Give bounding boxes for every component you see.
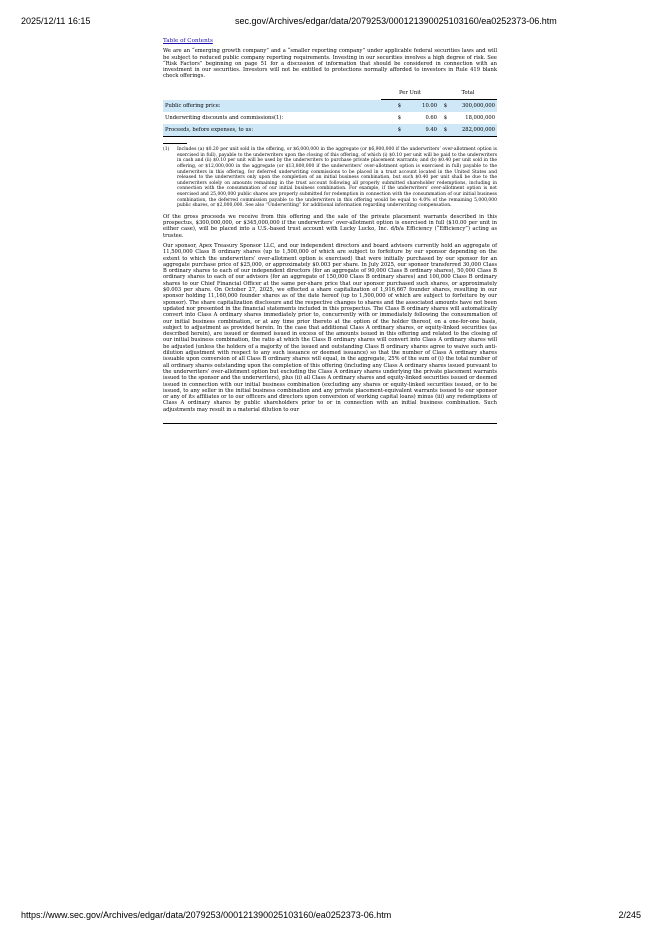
offering-table-header bbox=[163, 88, 497, 100]
page-end-divider bbox=[163, 423, 497, 424]
row-label: Proceeds, before expenses, to us: bbox=[163, 124, 381, 137]
total-value: 300,000,000 bbox=[449, 100, 497, 113]
print-header-url: sec.gov/Archives/edgar/data/2079253/000121390025103160/ea0252373-06.htm bbox=[235, 16, 557, 26]
currency-symbol: $ bbox=[439, 124, 449, 137]
row-label bbox=[163, 112, 381, 124]
offering-table bbox=[163, 88, 497, 138]
table-row-public-offering-price bbox=[163, 100, 497, 113]
print-datetime: 2025/12/11 16:15 bbox=[21, 16, 91, 26]
row-label-text: Underwriting discounts and commissions(1): bbox=[165, 115, 284, 122]
footnote-1 bbox=[163, 147, 497, 209]
trust-account-paragraph: Of the gross proceeds we receive from this offering and the sale of the private placement warrants described in this prospectus, $300,000,000, or $345,000,000 if the underwriters’ over-allotment option is exercised in full ($10.00 per unit in either case), will be placed into a U.S.-based trust account with Lucky Lucko, Inc. d/b/a Efficiency (“Efficiency”) acting as trustee. bbox=[163, 213, 497, 239]
print-page-number: 2/245 bbox=[618, 910, 641, 920]
table-of-contents-link[interactable]: Table of Contents bbox=[163, 38, 213, 44]
currency-symbol: $ bbox=[381, 124, 403, 137]
total-value: 18,000,000 bbox=[465, 115, 495, 122]
col-header-total: Total bbox=[439, 88, 497, 100]
currency-symbol: $ bbox=[397, 115, 401, 122]
currency-symbol: $ bbox=[381, 100, 403, 113]
row-label: Public offering price: bbox=[163, 100, 381, 113]
col-header-per-unit: Per Unit bbox=[381, 88, 439, 100]
table-spacer bbox=[163, 88, 381, 100]
sponsor-paragraph: Our sponsor, Apex Treasury Sponsor LLC, and our independent directors and board advisors currently hold an aggregate of 11,500,000 Class B ordinary shares (up to 1,500,000 of which are subject to forfeiture by our sponsor depending on the extent to which the underwriters’ over-allotment option is exercised) that were initially purchased by our sponsor for an aggregate purchase price of $25,000, or approximately $0.003 per share. In July 2025, our sponsor transferred 30,000 Class B ordinary shares to each of our independent directors (for an aggregate of 90,000 Class B ordinary shares), 50,000 Class B ordinary shares to each of our advisors (for an aggregate of 150,000 Class B ordinary shares) and 100,000 Class B ordinary shares to our Chief Financial Officer at the same per-share price that our sponsor purchased such shares, or approximately $0.003 per share. On October 27, 2025, we effected a share capitalization of 1,916,667 founder shares, resulting in our sponsor holding 11,160,000 founder shares as of the date hereof (up to 1,500,000 of which are subject to forfeiture by our sponsor). The share capitalization disclosure and the respective changes to shares and the associated amounts have not been updated nor presented in the financial statements included in this prospectus. The Class B ordinary shares will automatically convert into Class A ordinary shares immediately prior to, concurrently with or immediately following the consummation of our initial business combination, or at any time prior thereto at the option of the holder thereof, on a one-for-one basis, subject to adjustment as provided herein. In the case that additional Class A ordinary shares, or equity-linked securities (as described herein), are issued or deemed issued in excess of the amounts issued in this offering and related to the closing of our initial business combination, the ratio at which the Class B ordinary shares will convert into Class A ordinary shares will be adjusted (unless the holders of a majority of the issued and outstanding Class B ordinary shares agree to waive such anti-dilution adjustment with respect to any such issuance or deemed issuance) so that the number of Class A ordinary shares issuable upon conversion of all Class B ordinary shares will equal, in the aggregate, 25% of the sum of (i) the total number of all ordinary shares outstanding upon the completion of this offering (including any Class A ordinary shares issued pursuant to the underwriters’ over-allotment option but excluding the Class A ordinary shares underlying the private placement warrants issued to the sponsor and the underwriters), plus (ii) all Class A ordinary shares and equity-linked securities issued or deemed issued in connection with our initial business combination (excluding any shares or equity-linked securities issued, or to be issued, to any seller in the initial business combination and any private placement-equivalent warrants issued to our sponsor or any of its affiliates or to our officers and directors upon conversion of working capital loans) minus (iii) any redemptions of Class A ordinary shares by public shareholders prior to or in connection with an initial business combination. Such adjustments may result in a material dilution to our bbox=[163, 243, 497, 413]
document-body bbox=[163, 38, 497, 424]
currency-symbol: $ bbox=[439, 100, 449, 113]
intro-paragraph: We are an “emerging growth company” and a “smaller reporting company” under applicable federal securities laws and will be subject to reduced public company reporting requirements. Investing in our securities involves a high degree of risk. See “Risk Factors” beginning on page 51 for a discussion of information that should be considered in connection with an investment in our securities. Investors will not be entitled to protections normally afforded to investors in Rule 419 blank check offerings. bbox=[163, 48, 497, 80]
table-row-proceeds bbox=[163, 124, 497, 137]
footnote-text: Includes (a) $0.20 per unit sold in the offering, or $6,000,000 in the aggregate (or $6,900,000 if the underwriters’ over-allotment option is exercised in full), payable to the underwriters upon the closing of this offering, of which (i) $0.10 per unit will be paid to the underwriters in cash and (ii) $0.10 per unit will be used by the underwriters to purchase private placement warrants; and (b) $0.40 per unit sold in the offering, or $12,000,000 in the aggregate (or $13,800,000 if the underwriters’ over-allotment option is exercised in full) payable to the underwriters in this offering, for deferred underwriting commissions to be placed in a trust account located in the United States and released to the underwriters only upon the completion of an initial business combination, but such $0.40 per unit shall be due to the underwriters solely on amounts remaining in the trust account following all properly submitted shareholder redemptions, including in connection with the consummation of our initial business combination. For example, if the underwriters’ over-allotment option is not exercised and 25,000,000 public shares are properly submitted for redemption in connection with the consummation of our initial business combination, the deferred commission payable to the underwriters in this offering would be equal to 4.0% of the remaining 5,000,000 public shares, or $2,000,000. See also “Underwriting” for additional information regarding underwriting compensation. bbox=[177, 147, 497, 209]
per-unit-value: 9.40 bbox=[403, 124, 439, 137]
footnote-divider bbox=[163, 143, 187, 144]
per-unit-value: 0.60 bbox=[425, 115, 437, 122]
currency-symbol: $ bbox=[443, 115, 447, 122]
per-unit-value: 10.00 bbox=[403, 100, 439, 113]
table-row-underwriting-discounts bbox=[163, 112, 497, 124]
footnote-marker: (1) bbox=[163, 147, 170, 153]
print-footer-url: https://www.sec.gov/Archives/edgar/data/2079253/000121390025103160/ea0252373-06.htm bbox=[21, 910, 392, 920]
total-value: 282,000,000 bbox=[449, 124, 497, 137]
